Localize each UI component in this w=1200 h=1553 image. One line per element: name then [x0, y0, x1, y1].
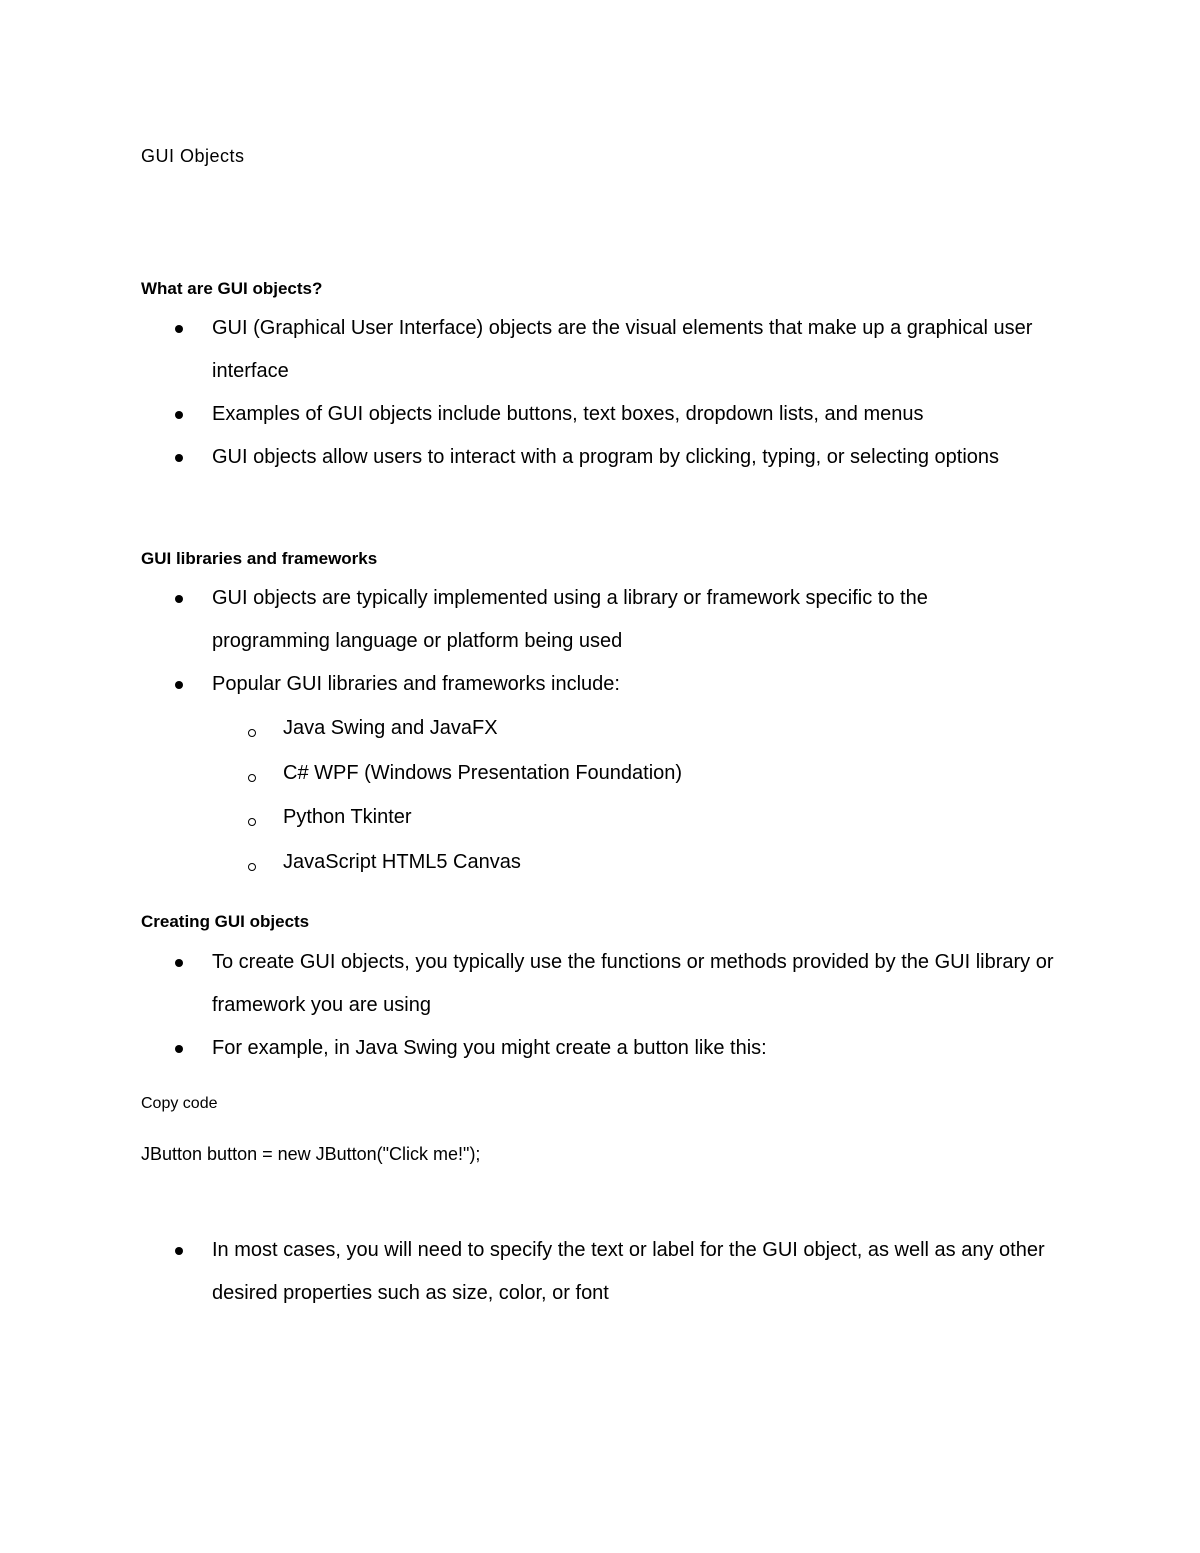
- bullet-icon: [175, 325, 183, 333]
- bullet-icon: [175, 681, 183, 689]
- sub-list-item: Java Swing and JavaFX: [248, 707, 1048, 750]
- bullet-icon: [175, 959, 183, 967]
- sub-list-item: JavaScript HTML5 Canvas: [248, 841, 1048, 884]
- list-item: Examples of GUI objects include buttons, text boxes, dropdown lists, and menus: [175, 393, 1055, 436]
- document-title: GUI Objects: [141, 146, 245, 166]
- bullet-icon: [175, 454, 183, 462]
- bullet-icon: [175, 1247, 183, 1255]
- circle-bullet-icon: [248, 818, 256, 826]
- section-heading-what-are-gui-objects: What are GUI objects?: [141, 279, 323, 298]
- list-item: For example, in Java Swing you might create a button like this:: [175, 1027, 1055, 1070]
- sub-list-item: Python Tkinter: [248, 796, 1048, 839]
- list-item: Popular GUI libraries and frameworks include:: [175, 663, 1055, 706]
- list-item: In most cases, you will need to specify the text or label for the GUI object, as well as any other desired properties such as size, color, or font: [175, 1229, 1055, 1315]
- section-heading-gui-libraries-and-frameworks: GUI libraries and frameworks: [141, 549, 378, 568]
- bullet-icon: [175, 595, 183, 603]
- list-item: GUI (Graphical User Interface) objects are the visual elements that make up a graphical user interface: [175, 307, 1055, 393]
- sub-list-item: C# WPF (Windows Presentation Foundation): [248, 752, 1048, 795]
- circle-bullet-icon: [248, 863, 256, 871]
- section-heading-creating-gui-objects: Creating GUI objects: [141, 912, 310, 931]
- code-snippet: JButton button = new JButton("Click me!");: [141, 1144, 481, 1164]
- list-item: GUI objects are typically implemented using a library or framework specific to the programming language or platform being used: [175, 577, 1015, 663]
- list-item: To create GUI objects, you typically use the functions or methods provided by the GUI library or framework you are using: [175, 941, 1055, 1027]
- copy-code-label: Copy code: [141, 1095, 218, 1112]
- circle-bullet-icon: [248, 729, 256, 737]
- bullet-icon: [175, 1045, 183, 1053]
- list-item: GUI objects allow users to interact with a program by clicking, typing, or selecting options: [175, 436, 1015, 479]
- circle-bullet-icon: [248, 774, 256, 782]
- bullet-icon: [175, 411, 183, 419]
